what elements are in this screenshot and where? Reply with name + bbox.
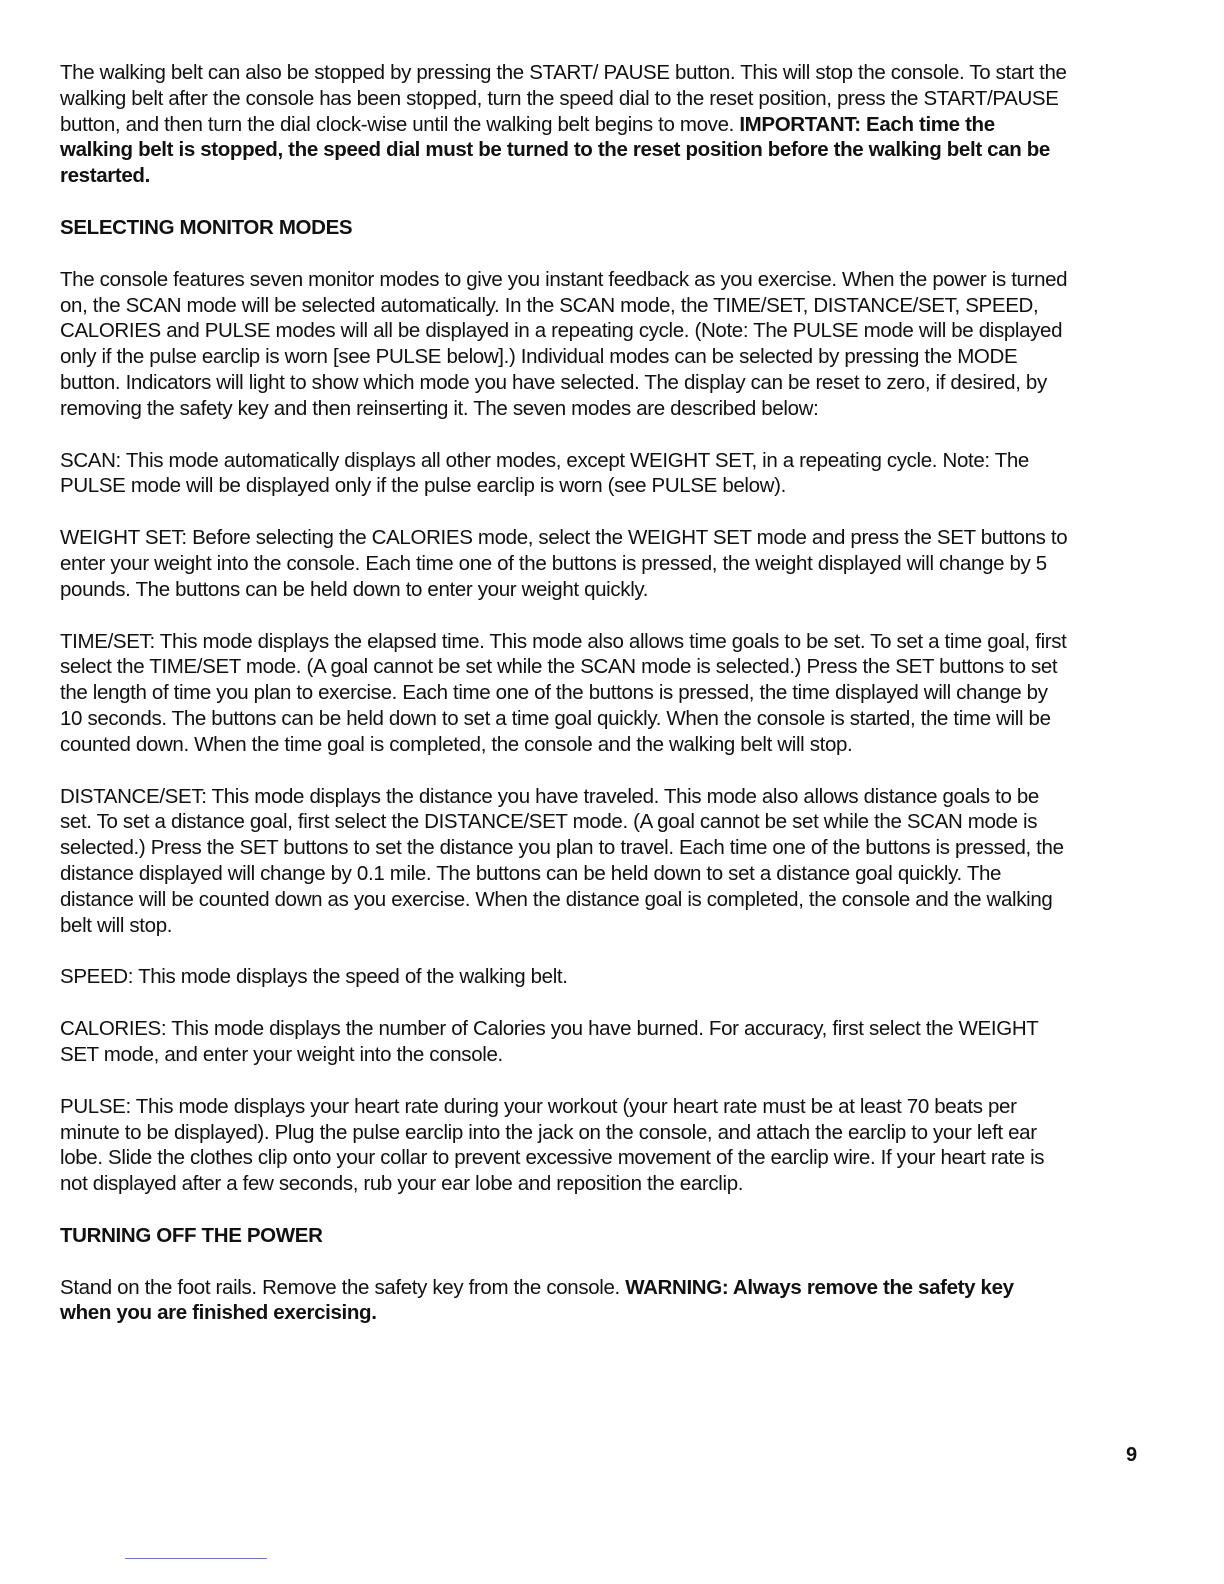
turning-off-power-text: Stand on the foot rails. Remove the safety key from the console. [60,1275,626,1299]
weight-set-mode-paragraph: WEIGHT SET: Before selecting the CALORIES mode, select the WEIGHT SET mode and press the SET buttons to enter your weight into the console. Each time one of the buttons is pressed, the weight displayed will change by 5 pounds. The buttons can be held down to enter your weight quickly. [60,526,1068,601]
scan-mode-paragraph: SCAN: This mode automatically displays all other modes, except WEIGHT SET, in a repeating cycle. Note: The PULSE mode will be displayed only if the pulse earclip is worn (see PULSE below). [60,448,1029,498]
calories-mode-paragraph: CALORIES: This mode displays the number of Calories you have burned. For accuracy, first select the WEIGHT SET mode, and enter your weight into the console. [60,1017,1039,1066]
important-note: IMPORTANT: Each time the walking belt is stopped, the speed dial must be turned to the reset position before the walking belt can be restarted. [60,112,1050,188]
distance-set-mode-paragraph: DISTANCE/SET: This mode displays the distance you have traveled. This mode also allows distance goals to be set. To set a distance goal, first select the DISTANCE/SET mode. (A goal cannot be set while the SCAN mode is selected.) Press the SET buttons to set the distance you plan to travel. Each time one of the buttons is pressed, the distance displayed will change by 0.1 mile. The buttons can be held down to set a distance goal quickly. The distance will be counted down as you exercise. When the distance goal is completed, the console and the walking belt will stop. [60,784,1064,937]
monitor-modes-intro-paragraph: The console features seven monitor modes to give you instant feedback as you exercise. When the power is turned on, the SCAN mode will be selected automatically. In the SCAN mode, the TIME/SET, DISTANCE/SET, SPEED, CALORIES and PULSE modes will all be displayed in a repeating cycle. (Note: The PULSE mode will be displayed only if the pulse earclip is worn [see PULSE below].) Individual modes can be selected by pressing the MODE button. Indicators will light to show which mode you have selected. The display can be reset to zero, if desired, by removing the safety key and then reinserting it. The seven modes are described below: [60,267,1068,420]
turning-off-power-heading: TURNING OFF THE POWER [60,1223,323,1247]
footer-divider [125,1558,267,1559]
page-number: 9 [1126,1444,1138,1466]
manual-page-body [60,60,1070,1352]
intro-paragraph [60,60,1070,189]
selecting-monitor-modes-heading: SELECTING MONITOR MODES [60,215,353,239]
time-set-mode-paragraph: TIME/SET: This mode displays the elapsed time. This mode also allows time goals to be set. To set a time goal, first select the TIME/SET mode. (A goal cannot be set while the SCAN mode is selected.) Press the SET buttons to set the length of time you plan to exercise. Each time one of the buttons is pressed, the time displayed will change by 10 seconds. The buttons can be held down to set a time goal quickly. When the console is started, the time will be counted down. When the time goal is completed, the console and the walking belt will stop. [60,629,1067,756]
warning-note: WARNING: Always remove the safety key when you are finished exercising. [60,1275,1014,1325]
speed-mode-paragraph: SPEED: This mode displays the speed of the walking belt. [60,965,568,989]
turning-off-power-paragraph [60,1275,1070,1327]
intro-text: The walking belt can also be stopped by pressing the START/ PAUSE button. This will stop the console. To start the walking belt after the console has been stopped, turn the speed dial to the reset position, press the START/PAUSE button, and then turn the dial clock-wise until the walking belt begins to move. [60,61,1067,136]
pulse-mode-paragraph: PULSE: This mode displays your heart rate during your workout (your heart rate must be at least 70 beats per minute to be displayed). Plug the pulse earclip into the jack on the console, and attach the earclip to your left ear lobe. Slide the clothes clip onto your collar to prevent excessive movement of the earclip wire. If your heart rate is not displayed after a few seconds, rub your ear lobe and reposition the earclip. [60,1094,1045,1196]
